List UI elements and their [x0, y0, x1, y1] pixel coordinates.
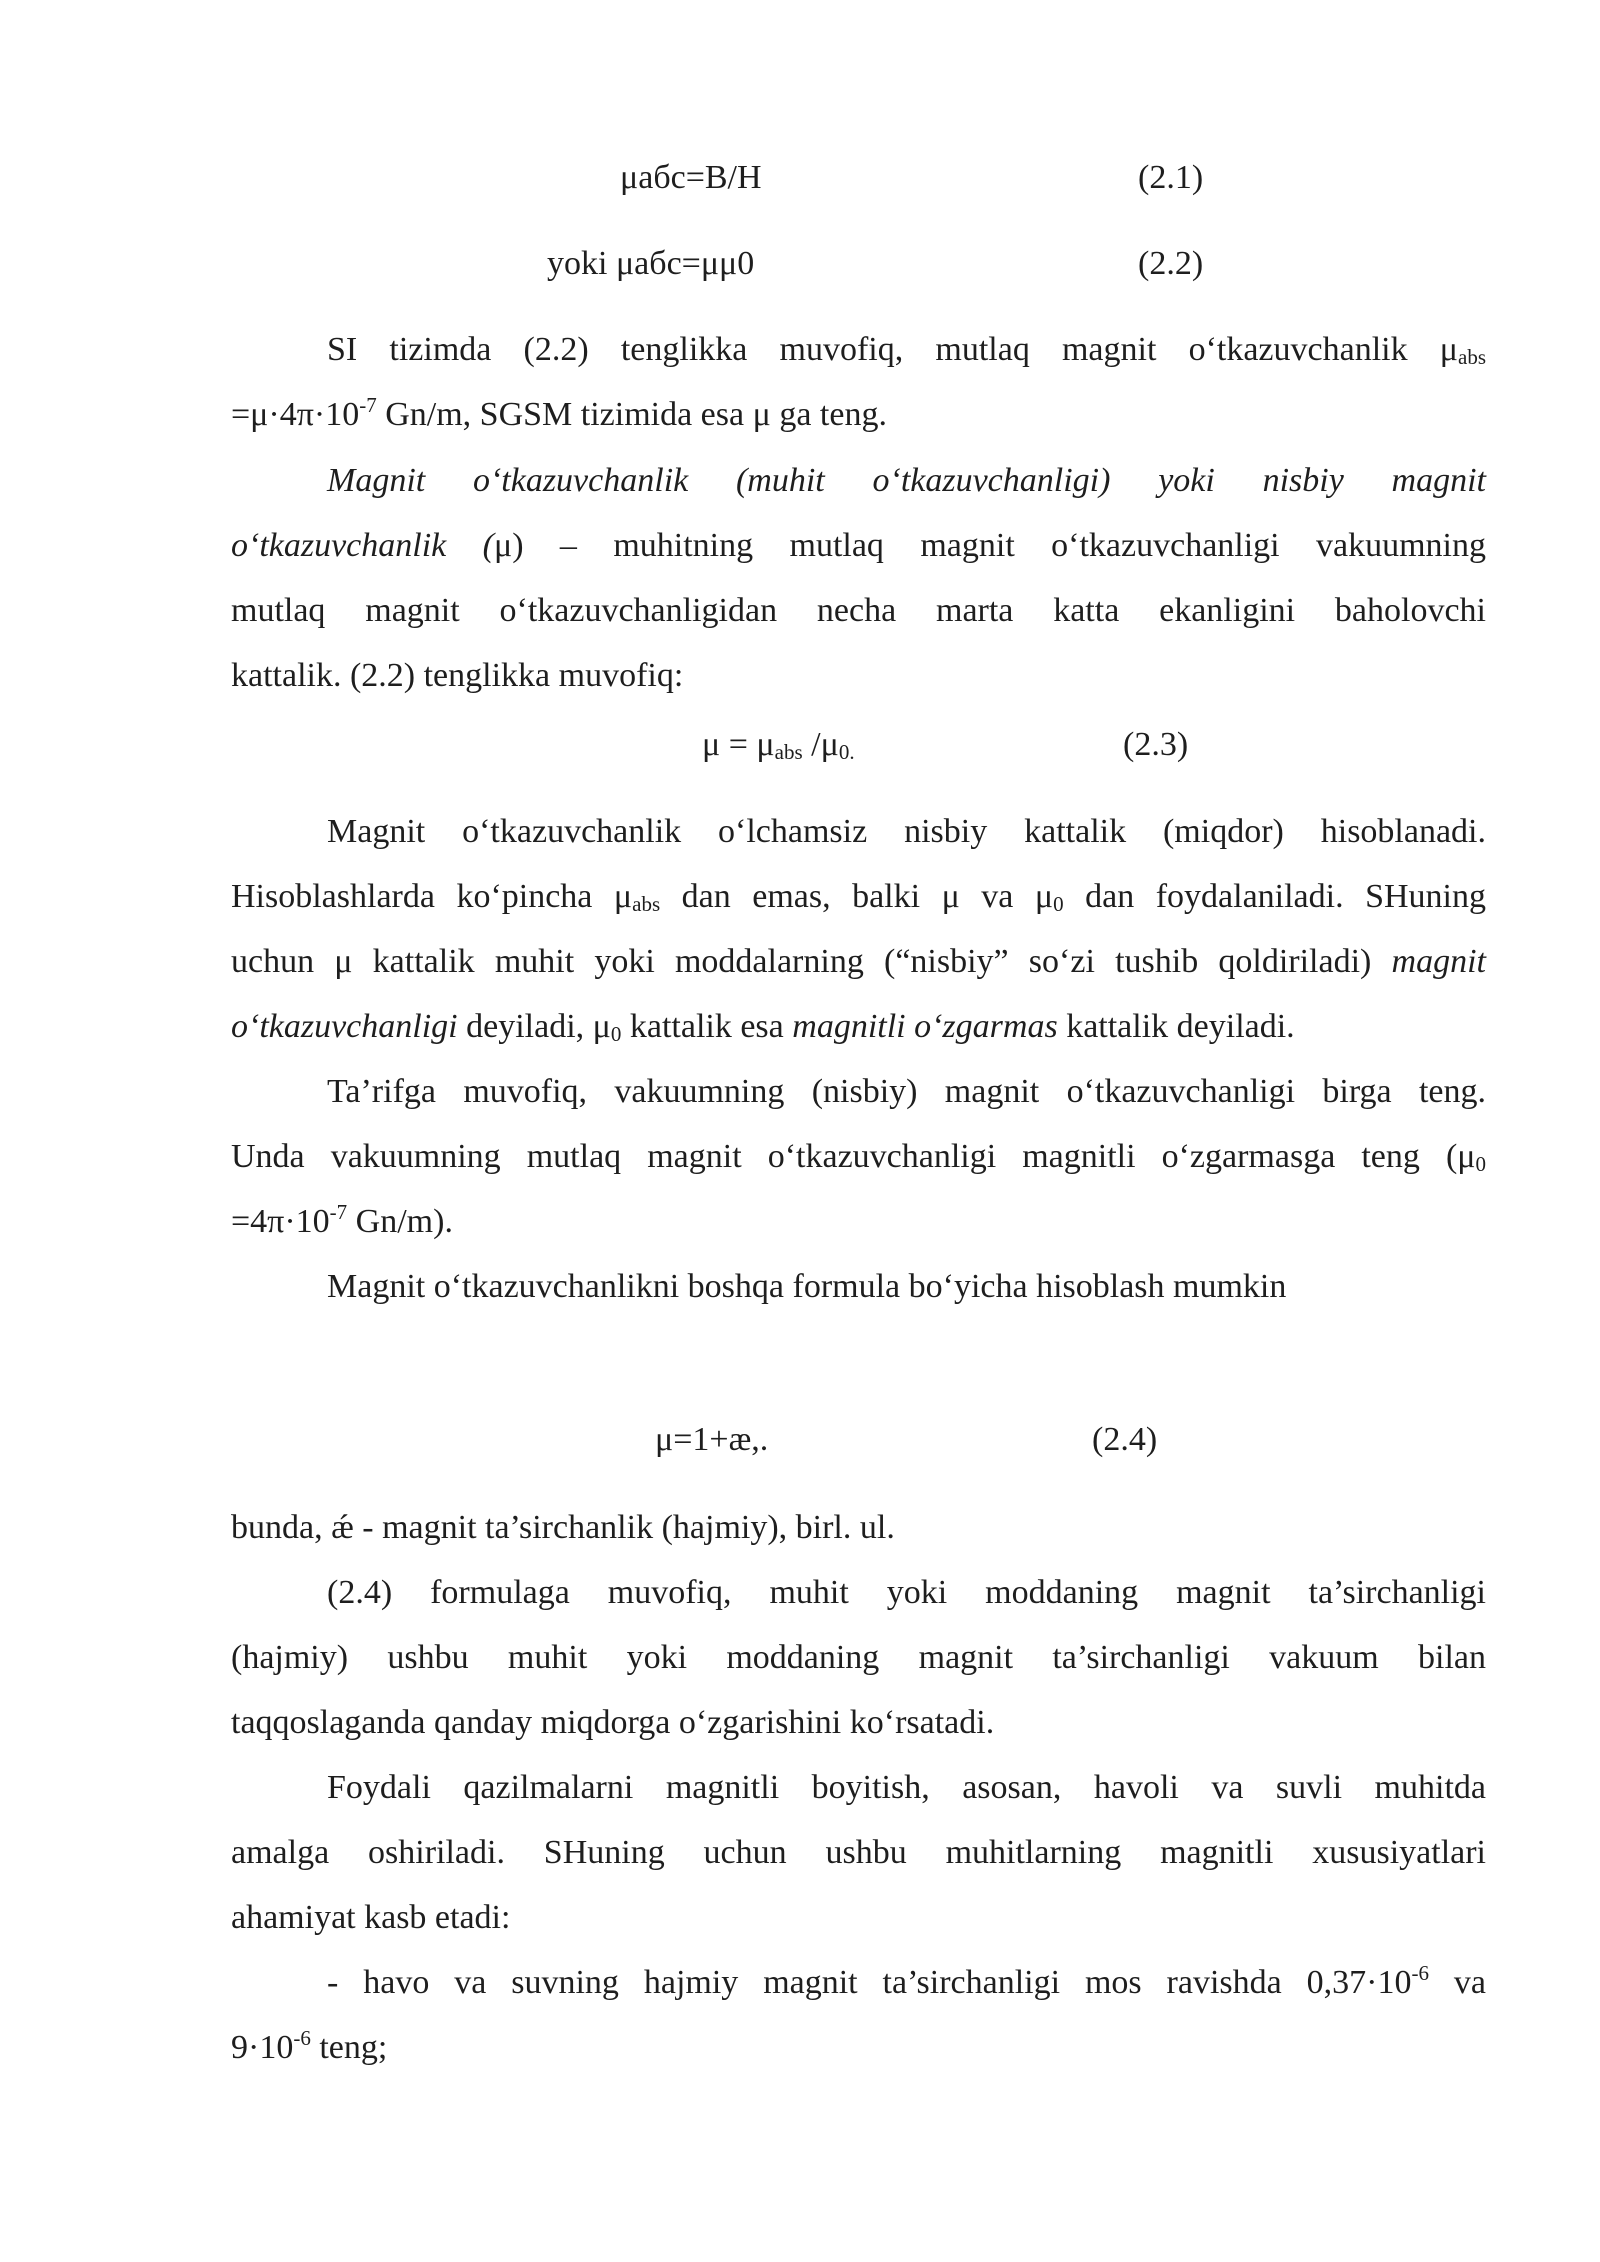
paragraph-dimensionless-line-3: uchun μ kattalik muhit yoki moddalarning (“nisbiy” so‘zi tushib qoldiriladi) magnit	[231, 943, 1486, 980]
paragraph-other-formula: Magnit o‘tkazuvchanlikni boshqa formula bo‘yicha hisoblash mumkin	[327, 1268, 1287, 1305]
paragraph-beneficiation-line-3: ahamiyat kasb etadi:	[231, 1899, 511, 1936]
paragraph-beneficiation-line-2: amalga oshiriladi. SHuning uchun ushbu muhitlarning magnitli xususiyatlari	[231, 1834, 1486, 1871]
paragraph-si-line-1: SI tizimda (2.2) tenglikka muvofiq, mutlaq magnit o‘tkazuvchanlik $\mu_{abs}$	[327, 331, 1486, 369]
paragraph-definition-line-4: kattalik. (2.2) tenglikka muvofiq:	[231, 657, 684, 694]
paragraph-dimensionless-line-4: o‘tkazuvchanligi deyiladi, $\mu_0$ kattalik esa magnitli o‘zgarmas kattalik deyiladi.	[231, 1008, 1295, 1046]
equation-2-4-number: (2.4)	[1092, 1421, 1158, 1458]
list-item-air-water-line-2: $9\cdot 10^{-6}$ teng;	[231, 2026, 388, 2066]
paragraph-dimensionless-line-2: Hisoblashlarda ko‘pincha $\mu_{abs}$ dan emas, balki μ va $\mu_0$ dan foydalaniladi. SHuning	[231, 878, 1487, 916]
paragraph-formula-explanation-line-1: (2.4) formulaga muvofiq, muhit yoki moddaning magnit ta’sirchanligi	[327, 1574, 1486, 1611]
paragraph-definition-line-1: Magnit o‘tkazuvchanlik (muhit o‘tkazuvchanligi) yoki nisbiy magnit	[327, 462, 1486, 499]
paragraph-definition-line-2: o‘tkazuvchanlik (μ) – muhitning mutlaq magnit o‘tkazuvchanligi vakuumning	[231, 527, 1487, 564]
paragraph-vacuum-line-1: Ta’rifga muvofiq, vakuumning (nisbiy) magnit o‘tkazuvchanligi birga teng.	[327, 1073, 1486, 1110]
paragraph-vacuum-line-3: $=4\pi\cdot 10^{-7}$ Gn/m).	[231, 1200, 453, 1240]
paragraph-si-line-2: $=\mu\cdot 4\pi\cdot 10^{-7}$ Gn/m, SGSM tizimida esa μ ga teng.	[231, 393, 887, 433]
equation-2-4: μ=1+æ,.	[655, 1421, 769, 1458]
equation-2-2-number: (2.2)	[1138, 245, 1204, 282]
equation-2-1-number: (2.1)	[1138, 159, 1204, 196]
equation-2-3-number: (2.3)	[1123, 726, 1189, 763]
equation-2-1: μабс=B/H	[620, 159, 762, 196]
equation-2-2: yoki μабс=μμ0	[547, 245, 755, 282]
equation-2-3: $\mu = \mu_{abs}$ $/\mu_{0.}$	[702, 726, 855, 764]
paragraph-beneficiation-line-1: Foydali qazilmalarni magnitli boyitish, asosan, havoli va suvli muhitda	[327, 1769, 1486, 1806]
paragraph-formula-explanation-line-3: taqqoslaganda qanday miqdorga o‘zgarishini ko‘rsatadi.	[231, 1704, 995, 1741]
paragraph-vacuum-line-2: Unda vakuumning mutlaq magnit o‘tkazuvchanligi magnitli o‘zgarmasga teng ($\mu_0$	[231, 1138, 1486, 1176]
paragraph-dimensionless-line-1: Magnit o‘tkazuvchanlik o‘lchamsiz nisbiy kattalik (miqdor) hisoblanadi.	[327, 813, 1486, 850]
paragraph-formula-explanation-line-2: (hajmiy) ushbu muhit yoki moddaning magnit ta’sirchanligi vakuum bilan	[231, 1639, 1486, 1676]
paragraph-definition-line-3: mutlaq magnit o‘tkazuvchanligidan necha marta katta ekanligini baholovchi	[231, 592, 1486, 629]
paragraph-where: bunda, ǽ - magnit ta’sirchanlik (hajmiy), birl. ul.	[231, 1509, 895, 1546]
list-item-air-water-line-1: - havo va suvning hajmiy magnit ta’sirchanligi mos ravishda $0,37\cdot 10^{-6}$ va	[327, 1961, 1486, 2001]
